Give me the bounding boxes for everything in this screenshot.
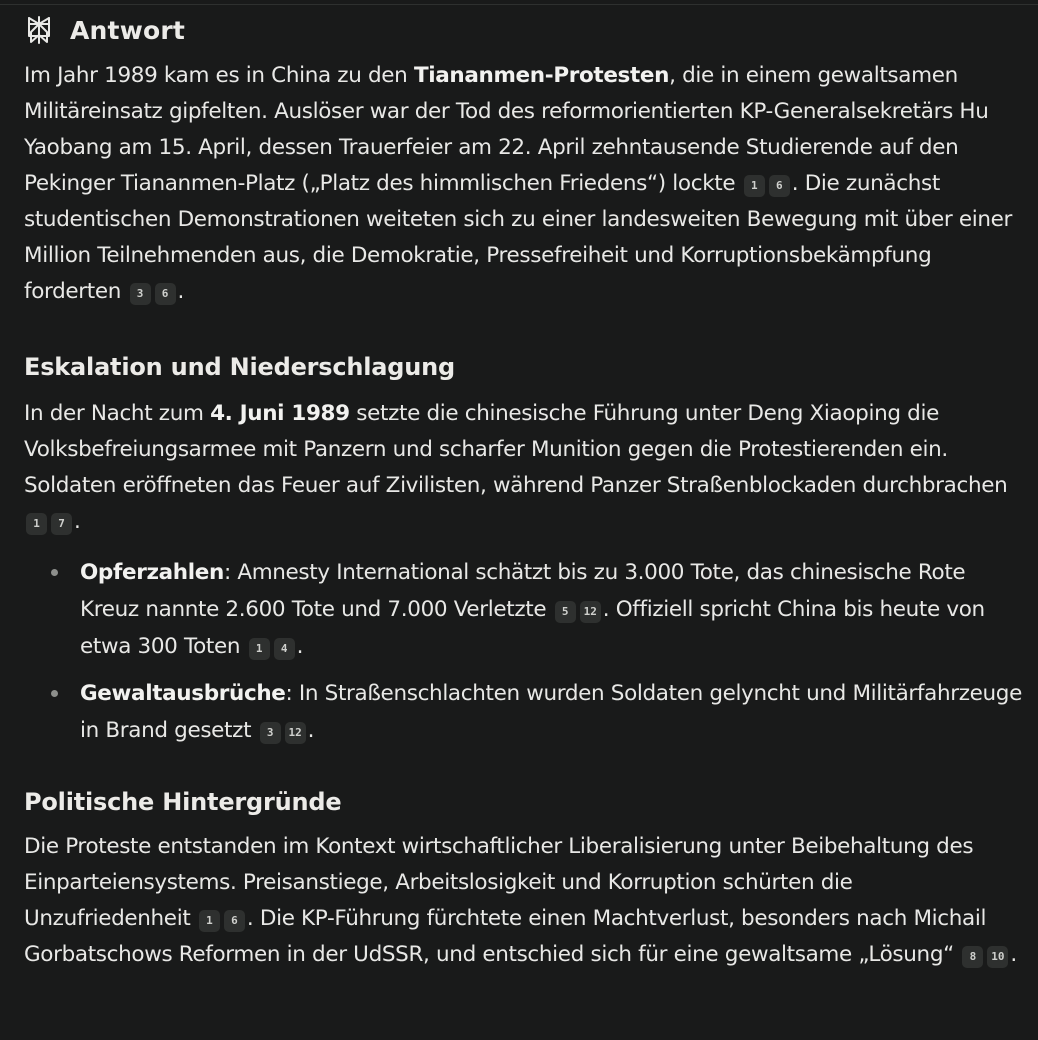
citation-badge[interactable]: 6 <box>224 910 245 932</box>
citation-badge[interactable]: 12 <box>580 601 601 623</box>
citation-badge[interactable]: 3 <box>130 283 151 305</box>
section1-paragraph: In der Nacht zum 4. Juni 1989 setzte die chinesische Führung unter Deng Xiaoping die Volksbefreiungsarmee mit Panzern und scharfer Munition gegen die Protestierenden ein. Soldaten eröffneten das Feuer auf Zivilisten, während Panzer Straßenblockaden durchbrachen 1 7 . <box>24 401 1008 534</box>
citation-badge[interactable]: 1 <box>744 175 765 197</box>
answer-panel <box>24 10 1024 973</box>
citation-badge[interactable]: 10 <box>987 946 1008 968</box>
intro-paragraph: Im Jahr 1989 kam es in China zu den Tiananmen-Protesten, die in einem gewaltsamen Militäreinsatz gipfelten. Auslöser war der Tod des reformorientierten KP-Generalsekretärs Hu Yaobang am 15. April, dessen Trauerfeier am 22. April zehntausende Studierende auf den Pekinger Tiananmen-Platz („Platz des himmlischen Friedens“) lockte 1 6 . Die zunächst studentischen Demonstrationen weiteten sich zu einer landesweiten Bewegung mit über einer Million Teilnehmenden aus, die Demokratie, Pressefreiheit und Korruptionsbekämpfung forderten 3 6 . <box>24 63 1013 304</box>
answer-header <box>24 10 1024 50</box>
citation-badge[interactable]: 3 <box>260 722 281 744</box>
citation-badge[interactable]: 6 <box>769 175 790 197</box>
citation-badge[interactable]: 7 <box>51 513 72 535</box>
perplexity-logo-icon <box>24 15 54 45</box>
citation-badge[interactable]: 8 <box>962 946 983 968</box>
list-item: Gewaltausbrüche: In Straßenschlachten wurden Soldaten gelyncht und Militärfahrzeuge in Brand gesetzt 3 12 . <box>24 675 1024 749</box>
citation-badge[interactable]: 1 <box>199 910 220 932</box>
bullet-dot <box>51 569 58 576</box>
citation-badge[interactable]: 1 <box>249 638 270 660</box>
list-item: Opferzahlen: Amnesty International schätzt bis zu 3.000 Tote, das chinesische Rote Kreuz nannte 2.600 Tote und 7.000 Verletzte 5 12 . Offiziell spricht China bis heute von etwa 300 Toten 1 4 . <box>24 554 1024 665</box>
section-heading-hintergruende: Politische Hintergründe <box>24 788 342 816</box>
citation-badge[interactable]: 1 <box>26 513 47 535</box>
section-heading-eskalation: Eskalation und Niederschlagung <box>24 353 456 381</box>
section2-paragraph: Die Proteste entstanden im Kontext wirtschaftlicher Liberalisierung unter Beibehaltung des Einparteiensystems. Preisanstiege, Arbeitslosigkeit und Korruption schürten die Unzufriedenheit 1 6 . Die KP-Führung fürchtete einen Machtverlust, besonders nach Michail Gorbatschows Reformen in der UdSSR, und entschied sich für eine gewaltsame „Lösung“ 8 10 . <box>24 834 1017 967</box>
citation-badge[interactable]: 6 <box>155 283 176 305</box>
top-divider <box>0 4 1038 5</box>
bullet-list <box>24 554 1024 749</box>
citation-badge[interactable]: 4 <box>274 638 295 660</box>
bullet-dot <box>51 690 58 697</box>
citation-badge[interactable]: 5 <box>555 601 576 623</box>
citation-badge[interactable]: 12 <box>285 722 306 744</box>
answer-title: Antwort <box>70 15 186 45</box>
